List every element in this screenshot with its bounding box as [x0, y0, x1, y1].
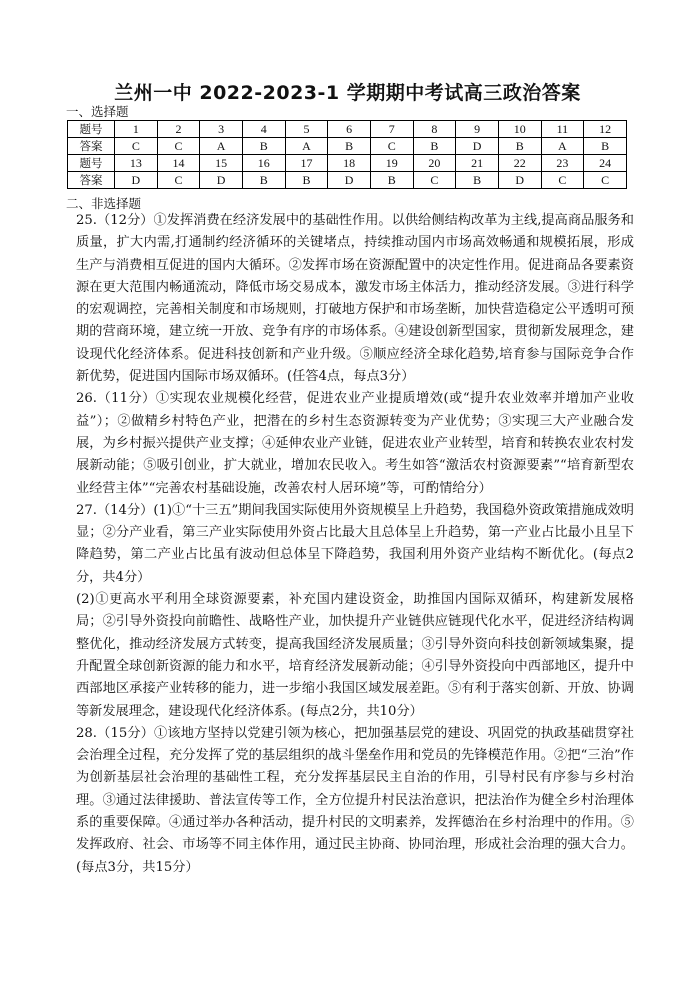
table-cell: 20: [413, 155, 456, 172]
table-cell: A: [541, 138, 584, 155]
table-cell: 24: [584, 155, 627, 172]
table-cell: 23: [541, 155, 584, 172]
table-row: [68, 138, 627, 155]
table-row-label: 答案: [68, 138, 115, 155]
answer-table: [67, 120, 627, 189]
table-cell: 16: [242, 155, 285, 172]
table-cell: B: [456, 172, 499, 189]
table-cell: A: [285, 138, 328, 155]
table-cell: 8: [413, 121, 456, 138]
answer-paragraph: 28.（15分）①该地方坚持以党建引领为核心，把加强基层党的建设、巩固党的执政基础贯穿社会治理全过程，充分发挥了党的基层组织的战斗堡垒作用和党员的先锋模范作用。②把“三治”作为创新基层社会治理的基础性工程，充分发挥基层民主自治的作用，引导村民有序参与乡村治理。③通过法律援助、普法宣传等工作，全方位提升村民法治意识，把法治作为健全乡村治理体系的重要保障。④通过举办各种活动，提升村民的文明素养，发挥德治在乡村治理中的作用。⑤发挥政府、社会、市场等不同主体作用，通过民主协商、协同治理，形成社会治理的强大合力。(每点3分，共15分）: [76, 725, 634, 875]
table-cell: 4: [242, 121, 285, 138]
table-cell: C: [157, 138, 200, 155]
table-cell: B: [584, 138, 627, 155]
table-cell: D: [328, 172, 371, 189]
table-cell: 22: [498, 155, 541, 172]
section-heading-essay: 二、非选择题: [66, 196, 142, 211]
table-cell: 21: [456, 155, 499, 172]
table-cell: 5: [285, 121, 328, 138]
table-cell: C: [115, 138, 158, 155]
table-cell: B: [498, 138, 541, 155]
table-cell: B: [242, 172, 285, 189]
table-cell: 3: [200, 121, 243, 138]
table-cell: C: [370, 138, 413, 155]
table-row: [68, 172, 627, 189]
table-cell: B: [413, 138, 456, 155]
table-cell: 14: [157, 155, 200, 172]
table-cell: 18: [328, 155, 371, 172]
table-row-label: 题号: [68, 155, 115, 172]
table-cell: 9: [456, 121, 499, 138]
table-cell: B: [370, 172, 413, 189]
table-cell: B: [242, 138, 285, 155]
table-row: [68, 121, 627, 138]
answer-paragraph: (2)①更高水平利用全球资源要素，补充国内建设资金，助推国内国际双循环，构建新发展格局；②引导外资投向前瞻性、战略性产业，加快提升产业链供应链现代化水平，促进经济结构调整优化，推动经济发展方式转变，提高我国经济发展质量；③引导外资向科技创新领域集聚，提升配置全球创新资源的能力和水平，培育经济发展新动能；④引导外资投向中西部地区，提升中西部地区承接产业转移的能力，进一步缩小我国区域发展差距。⑤有利于落实创新、开放、协调等新发展理念，建设现代化经济体系。(每点2分，共10分）: [76, 592, 634, 719]
table-cell: C: [157, 172, 200, 189]
answer-paragraph: 25.（12分）①发挥消费在经济发展中的基础性作用。以供给侧结构改革为主线,提高商品服务和质量，扩大内需,打通制约经济循环的关键堵点，持续推动国内市场高效畅通和规模拓展，形成生产与消费相互促进的国内大循环。②发挥市场在资源配置中的决定性作用。促进商品各要素资源在更大范围内畅通流动，降低市场交易成本，激发市场主体活力，推动经济发展。③进行科学的宏观调控，完善相关制度和市场规则，打破地方保护和市场垄断，加快营造稳定公平透明可预期的营商环境，建立统一开放、竞争有序的市场体系。④建设创新型国家，贯彻新发展理念，建设现代化经济体系。促进科技创新和产业升级。⑤顺应经济全球化趋势,培育参与国际竞争合作新优势，促进国内国际市场双循环。(任答4点，每点3分）: [76, 213, 634, 385]
table-cell: 17: [285, 155, 328, 172]
table-cell: B: [285, 172, 328, 189]
essay-answers: [76, 210, 634, 879]
table-cell: 1: [115, 121, 158, 138]
table-cell: 7: [370, 121, 413, 138]
table-cell: D: [498, 172, 541, 189]
table-cell: 12: [584, 121, 627, 138]
table-cell: 11: [541, 121, 584, 138]
page-title: 兰州一中 2022-2023-1 学期期中考试高三政治答案: [114, 82, 581, 104]
table-row-label: 答案: [68, 172, 115, 189]
table-cell: D: [200, 172, 243, 189]
table-cell: C: [541, 172, 584, 189]
section-heading-choice: 一、选择题: [66, 104, 129, 119]
table-cell: C: [584, 172, 627, 189]
table-cell: 13: [115, 155, 158, 172]
table-cell: C: [413, 172, 456, 189]
answer-paragraph: 26.（11分）①实现农业规模化经营，促进农业产业提质增效(或“提升农业效率并增加产业收益”）；②做精乡村特色产业，把潜在的乡村生态资源转变为产业优势；③实现三大产业融合发展，为乡村振兴提供产业支撑；④延伸农业产业链，促进农业产业转型，培育和转换农业农村发展新动能；⑤吸引创业，扩大就业，增加农民收入。考生如答“激活农村资源要素”“培育新型农业经营主体”“完善农村基础设施，改善农村人居环境”等，可酌情给分）: [76, 391, 634, 496]
table-cell: 2: [157, 121, 200, 138]
table-cell: 19: [370, 155, 413, 172]
table-cell: 6: [328, 121, 371, 138]
table-cell: D: [115, 172, 158, 189]
table-cell: A: [200, 138, 243, 155]
table-cell: D: [456, 138, 499, 155]
table-cell: B: [328, 138, 371, 155]
table-row: [68, 155, 627, 172]
table-cell: 15: [200, 155, 243, 172]
table-row-label: 题号: [68, 121, 115, 138]
table-cell: 10: [498, 121, 541, 138]
answer-paragraph: 27.（14分）(1)①“十三五”期间我国实际使用外资规模呈上升趋势，我国稳外资政策措施成效明显；②分产业看，第三产业实际使用外资占比最大且总体呈上升趋势，第一产业占比最小且呈下降趋势，第二产业占比虽有波动但总体呈下降趋势，我国利用外资产业结构不断优化。(每点2分，共4分）: [76, 502, 634, 585]
